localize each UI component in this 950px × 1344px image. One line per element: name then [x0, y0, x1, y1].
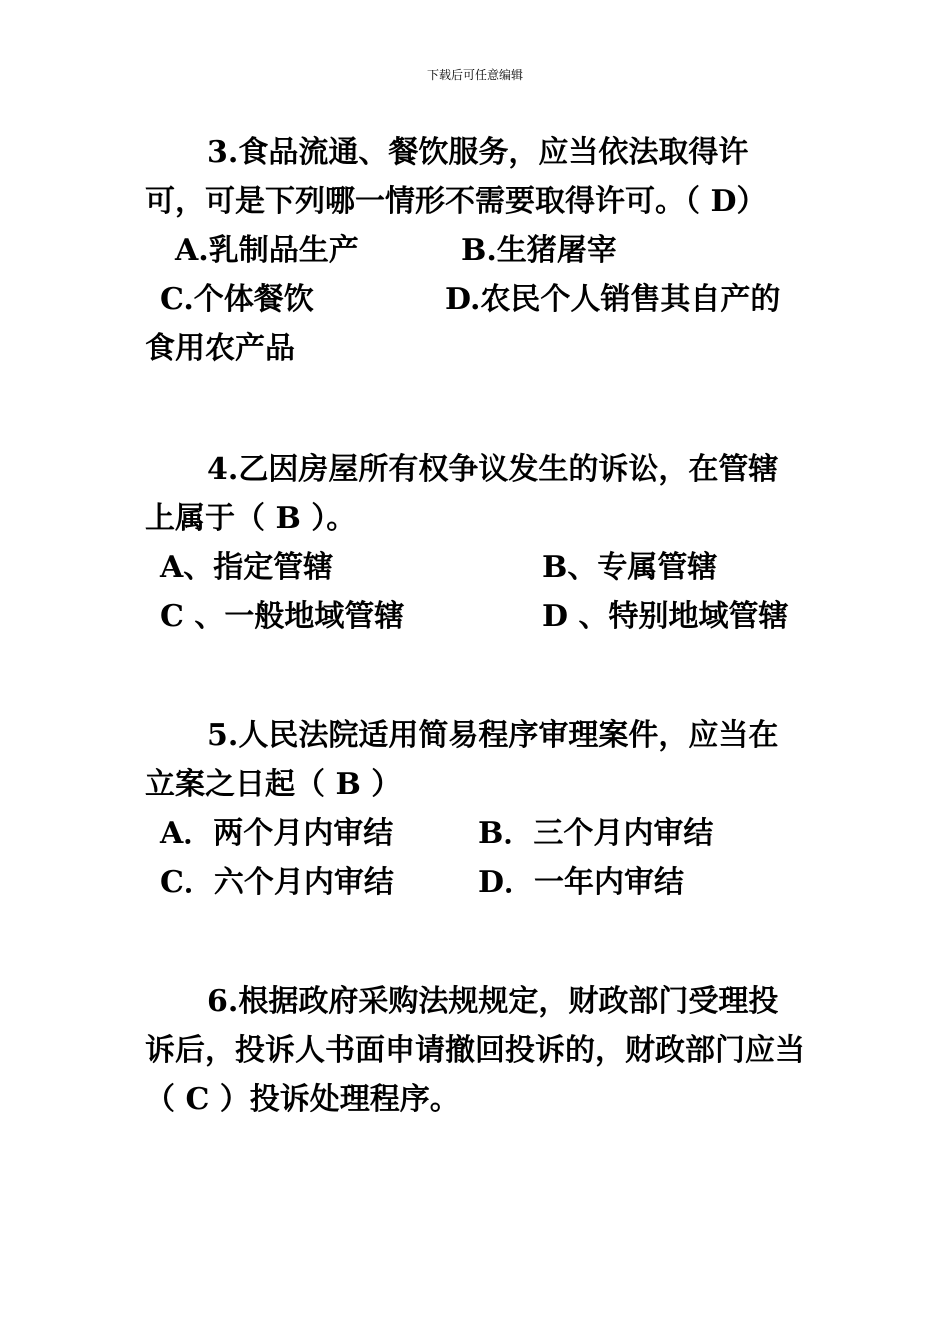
- option-c: C.个体餐饮: [160, 282, 314, 317]
- options-row: [145, 858, 805, 907]
- option-a: A.乳制品生产: [175, 233, 359, 268]
- page-header: 下载后可任意编辑: [426, 68, 523, 82]
- question-stem: 3.食品流通、餐饮服务，应当依法取得许可，可是下列哪一情形不需要取得许可。（ D）: [145, 135, 767, 219]
- options-row: [145, 226, 805, 275]
- option-b: B.生猪屠宰: [461, 233, 617, 268]
- question-3: [145, 128, 805, 373]
- option-c: C 、一般地域管辖: [160, 599, 405, 634]
- option-d-continued: 食用农产品: [145, 331, 295, 366]
- option-d: D 、特别地域管辖: [542, 599, 789, 634]
- options-row: [145, 592, 805, 641]
- option-b: B．三个月内审结: [478, 816, 714, 851]
- question-6: [145, 977, 805, 1124]
- question-5: [145, 711, 805, 907]
- document-body: [145, 128, 805, 1124]
- options-row: [145, 275, 805, 324]
- option-c: C．六个月内审结: [160, 865, 394, 900]
- option-d: D.农民个人销售其自产的: [445, 282, 781, 317]
- option-a: A．两个月内审结: [160, 816, 394, 851]
- question-stem: 4.乙因房屋所有权争议发生的诉讼，在管辖上属于（ B ）。: [145, 452, 779, 536]
- option-a: A、指定管辖: [160, 550, 334, 585]
- question-4: [145, 445, 805, 641]
- options-row: [145, 809, 805, 858]
- option-b: B、专属管辖: [542, 550, 718, 585]
- option-d: D．一年内审结: [478, 865, 685, 900]
- spacer: [145, 907, 805, 977]
- question-stem: 6.根据政府采购法规规定，财政部门受理投诉后，投诉人书面申请撤回投诉的，财政部门应当（ C ）投诉处理程序。: [145, 984, 805, 1117]
- spacer: [145, 373, 805, 445]
- options-row: [145, 543, 805, 592]
- question-stem: 5.人民法院适用简易程序审理案件，应当在立案之日起（ B ）: [145, 718, 779, 802]
- spacer: [145, 641, 805, 711]
